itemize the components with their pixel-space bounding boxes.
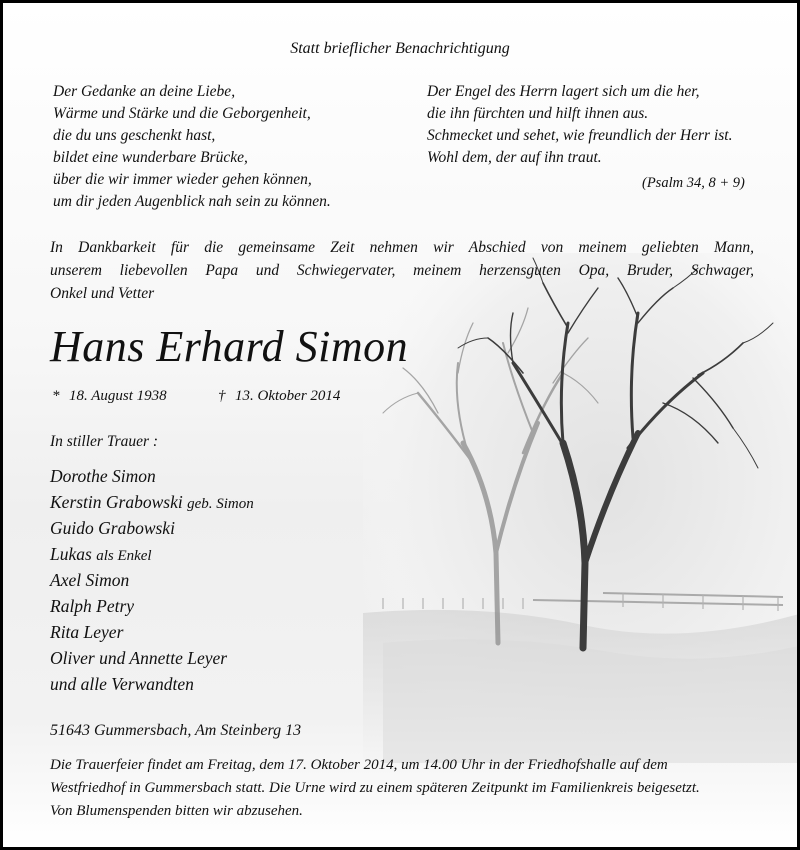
mourner-item — [50, 544, 152, 565]
death-date: 13. Oktober 2014 — [235, 388, 341, 404]
poem-right-line: die ihn fürchten und hilft ihnen aus. — [427, 105, 649, 122]
poem-right-line: Wohl dem, der auf ihn traut. — [427, 149, 602, 166]
thanks-line: Onkel und Vetter — [50, 285, 155, 302]
mourner-name: und alle Verwandten — [50, 674, 194, 694]
mourner-item — [50, 648, 227, 669]
mourner-name: Rita Leyer — [50, 622, 124, 642]
poem-left-line: bildet eine wunderbare Brücke, — [53, 149, 248, 166]
mourner-item — [50, 674, 194, 695]
poem-left-line: Wärme und Stärke und die Geborgenheit, — [53, 105, 311, 122]
poem-right-line: Der Engel des Herrn lagert sich um die her, — [427, 83, 700, 100]
mourning-intro: In stiller Trauer : — [50, 433, 159, 450]
mourner-item — [50, 622, 123, 643]
poem-left-line: die du uns geschenkt hast, — [53, 127, 216, 144]
mourner-note: geb. Simon — [187, 496, 254, 512]
birth-symbol: * — [52, 388, 60, 404]
mourner-item — [50, 570, 129, 591]
deceased-name: Hans Erhard Simon — [50, 322, 409, 371]
death-symbol: † — [218, 388, 226, 404]
family-address: 51643 Gummersbach, Am Steinberg 13 — [50, 722, 302, 739]
psalm-reference: (Psalm 34, 8 + 9) — [642, 175, 745, 191]
mourner-name: Dorothe Simon — [50, 466, 156, 486]
funeral-line: Die Trauerfeier findet am Freitag, dem 17. Oktober 2014, um 14.00 Uhr in der Friedhofshalle auf dem — [50, 757, 668, 773]
mourner-note: als Enkel — [96, 548, 152, 564]
header-line: Statt brieflicher Benachrichtigung — [290, 40, 510, 57]
winter-trees-illustration — [363, 253, 800, 763]
mourner-name: Oliver und Annette Leyer — [50, 648, 228, 668]
mourner-name: Lukas — [50, 544, 92, 564]
mourner-name: Ralph Petry — [50, 596, 135, 616]
thanks-line: In Dankbarkeit für die gemeinsame Zeit nehmen wir Abschied von meinem geliebten Mann, — [50, 239, 754, 256]
mourner-name: Guido Grabowski — [50, 518, 175, 538]
mourner-name: Axel Simon — [50, 570, 130, 590]
mourner-item — [50, 518, 175, 539]
poem-right-line: Schmecket und sehet, wie freundlich der Herr ist. — [427, 127, 733, 144]
poem-left-line: um dir jeden Augenblick nah sein zu können. — [53, 193, 331, 210]
mourner-name: Kerstin Grabowski — [50, 492, 183, 512]
poem-left-line: Der Gedanke an deine Liebe, — [53, 83, 236, 100]
birth-date: 18. August 1938 — [69, 388, 167, 404]
thanks-line: unserem liebevollen Papa und Schwiegervater, meinem herzensguten Opa, Bruder, Schwager, — [50, 262, 754, 279]
funeral-line: Westfriedhof in Gummersbach statt. Die Urne wird zu einem späteren Zeitpunkt im Familienkreis beigesetzt. — [50, 780, 700, 796]
funeral-line: Von Blumenspenden bitten wir abzusehen. — [50, 803, 303, 819]
mourner-item — [50, 492, 254, 513]
poem-left-line: über die wir immer wieder gehen können, — [53, 171, 312, 188]
mourner-item — [50, 466, 156, 487]
mourner-item — [50, 596, 134, 617]
